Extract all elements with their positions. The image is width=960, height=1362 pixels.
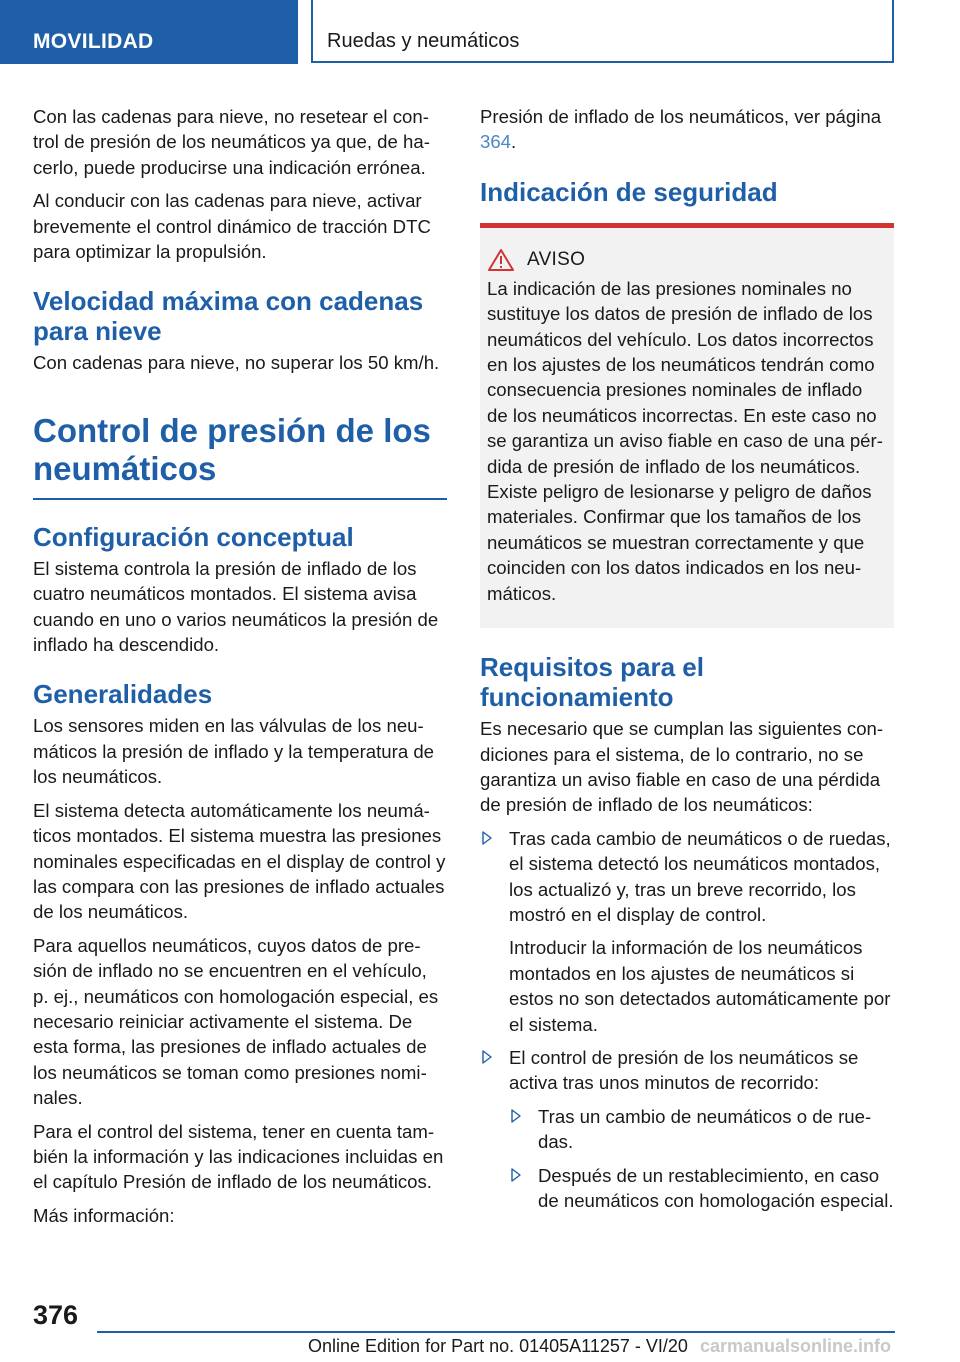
requirements-list (480, 826, 894, 1214)
paragraph-reference: Presión de inflado de los neumáticos, ver página 364. (480, 106, 882, 153)
heading-velocidad: Velocidad máxima con cadenas para nieve (33, 286, 424, 347)
triangle-bullet-icon (509, 1166, 523, 1184)
edition-text: Online Edition for Part no. 01405A11257 - VI/20 (308, 1336, 688, 1356)
sub-list (509, 1104, 894, 1214)
list-item (480, 1045, 894, 1213)
heading-rule (33, 498, 447, 500)
paragraph: Con cadenas para nieve, no superar los 50 km/h. (33, 352, 440, 374)
footer-rule (97, 1331, 895, 1333)
heading-requisitos: Requisitos para el funcionamiento (480, 652, 704, 713)
page-number: 376 (33, 1300, 79, 1330)
warning-box (480, 228, 894, 628)
paragraph: Más información: (33, 1204, 175, 1226)
sub-list-item-text: Tras un cambio de neumáticos o de ruedas. (538, 1105, 872, 1153)
list-item-text: El control de presión de los neumáticos se activa tras unos minutos de recorrido: (509, 1046, 859, 1094)
right-column (480, 104, 894, 1221)
paragraph: Para aquellos neumáticos, cuyos datos de presión de inflado no se encuentren en el vehículo, p. ej., neumáticos con homologación especial, es necesario reiniciar activamente el sistema. De esta forma, las presiones de inflado actuales de los neumáticos se toman como presiones nominales. (33, 934, 439, 1109)
page-link[interactable]: 364 (480, 131, 512, 153)
left-column (33, 104, 447, 1236)
triangle-bullet-icon (509, 1107, 523, 1125)
section-tab (0, 0, 298, 64)
warning-title: AVISO (527, 248, 586, 270)
paragraph: Con las cadenas para nieve, no resetear el control de presión de los neumáticos ya que, de hacerlo, puede producirse una indicación errónea. (33, 106, 430, 178)
heading-generalidades: Generalidades (33, 679, 213, 710)
list-item-subtext: Introducir la información de los neumáticos montados en los ajustes de neumáticos si estos no son detectados automáticamente por el sistema. (509, 937, 891, 1035)
sub-list-item (509, 1163, 894, 1214)
watermark: carmanualsonline.info (700, 1336, 892, 1356)
heading-configuracion: Configuración conceptual (33, 521, 354, 552)
warning-text: La indicación de las presiones nominales no sustituye los datos de presión de inflado de los neumáticos del vehículo. Los datos incorrectos en los ajustes de los neumáticos tendrán como consecuencia presiones nominales de inflado de los neumáticos incorrectas. En este caso no se garantiza un aviso fiable en caso de una pérdida de presión de inflado de los neumáticos. Existe peligro de lesionarse y peligro de daños materiales. Confirmar que los tamaños de los neumáticos se muestran correctamente y que coinciden con los datos indicados en los neumáticos. (487, 277, 883, 604)
chapter-title: Ruedas y neumáticos (327, 30, 520, 52)
triangle-bullet-icon (480, 829, 494, 847)
paragraph: Para el control del sistema, tener en cuenta también la información y las indicaciones incluidas en el capítulo Presión de inflado de los neumáticos. (33, 1120, 444, 1193)
paragraph: El sistema detecta automáticamente los neumáticos montados. El sistema muestra las presiones nominales especificadas en el display de control y las compara con las presiones de inflado actuales de los neumáticos. (33, 799, 446, 923)
list-item-text: Tras cada cambio de neumáticos o de ruedas, el sistema detectó los neumáticos montados, los actualizó y, tras un breve recorrido, los mostró en el display de control. (509, 827, 891, 925)
warning-icon (487, 248, 515, 272)
paragraph: Los sensores miden en las válvulas de los neumáticos la presión de inflado y la temperatura de los neumáticos. (33, 715, 435, 788)
paragraph: El sistema controla la presión de inflado de los cuatro neumáticos montados. El sistema avisa cuando en uno o varios neumáticos la presión de inflado ha descendido. (33, 557, 439, 656)
sub-list-item (509, 1104, 894, 1155)
paragraph: Es necesario que se cumplan las siguientes condiciones para el sistema, de lo contrario, no se garantiza un aviso fiable en caso de una pérdida de presión de inflado de los neumáticos: (480, 718, 884, 816)
chapter-tab (311, 0, 894, 63)
sub-list-item-text: Después de un restablecimiento, en caso de neumáticos con homologación especial. (538, 1164, 894, 1211)
section-title: MOVILIDAD (33, 30, 154, 53)
heading-seguridad: Indicación de seguridad (480, 176, 778, 207)
triangle-bullet-icon (480, 1048, 494, 1066)
paragraph: Al conducir con las cadenas para nieve, activar brevemente el control dinámico de tracción DTC para optimizar la propulsión. (33, 190, 431, 263)
list-item (480, 826, 894, 1037)
chapter-heading: Control de presión de los neumáticos (33, 411, 431, 487)
